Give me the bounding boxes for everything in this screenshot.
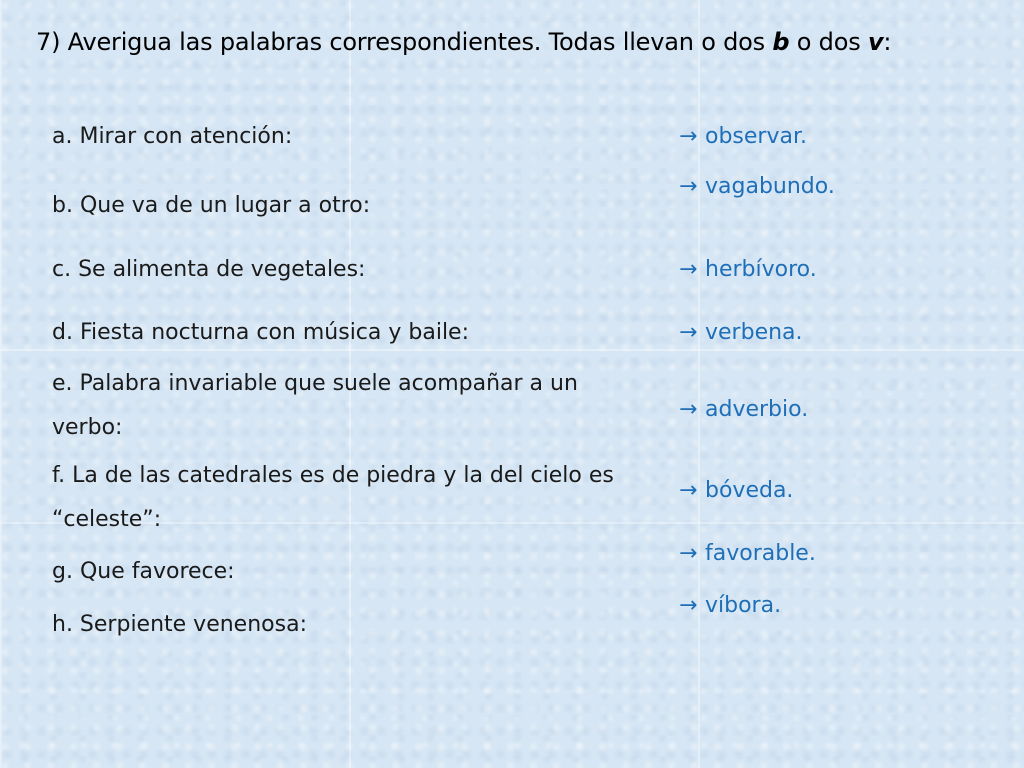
background-seam [698, 0, 700, 768]
answer-text: adverbio. [705, 397, 809, 422]
question-h: h. Serpiente venenosa: [52, 612, 307, 637]
exercise-title [36, 28, 891, 56]
answer-h [679, 592, 781, 620]
title-suffix: : [883, 28, 892, 56]
question-g: g. Que favorece: [52, 559, 235, 584]
arrow-right-icon: → [679, 478, 698, 503]
answer-text: herbívoro. [705, 257, 817, 282]
arrow-right-icon: → [679, 174, 698, 199]
arrow-right-icon: → [679, 257, 698, 282]
question-a: a. Mirar con atención: [52, 124, 293, 149]
answer-text: víbora. [705, 593, 782, 618]
answer-b [679, 173, 835, 201]
answer-d [679, 319, 803, 347]
answer-f [679, 477, 793, 505]
title-prefix: 7) Averigua las palabras correspondientes. Todas llevan o dos [36, 28, 773, 56]
background-seam [0, 0, 2, 768]
answer-text: favorable. [705, 541, 816, 566]
arrow-right-icon: → [679, 593, 698, 618]
question-e: e. Palabra invariable que suele acompañar a un verbo: [52, 371, 578, 440]
question-d: d. Fiesta nocturna con música y baile: [52, 320, 470, 345]
arrow-right-icon: → [679, 541, 698, 566]
answer-text: verbena. [705, 320, 803, 345]
answer-g [679, 540, 816, 568]
question-b: b. Que va de un lugar a otro: [52, 193, 371, 218]
arrow-right-icon: → [679, 320, 698, 345]
arrow-right-icon: → [679, 397, 698, 422]
answer-c [679, 256, 817, 284]
answer-e [679, 396, 808, 424]
answer-text: vagabundo. [705, 174, 835, 199]
question-c: c. Se alimenta de vegetales: [52, 257, 366, 282]
title-letter-v: v [867, 28, 884, 56]
title-middle: o dos [789, 28, 868, 56]
answer-a [679, 123, 807, 151]
title-letter-b: b [772, 28, 790, 56]
arrow-right-icon: → [679, 124, 698, 149]
answer-text: bóveda. [705, 478, 794, 503]
answer-text: observar. [705, 124, 807, 149]
question-f: f. La de las catedrales es de piedra y la del cielo es “celeste”: [52, 463, 614, 532]
